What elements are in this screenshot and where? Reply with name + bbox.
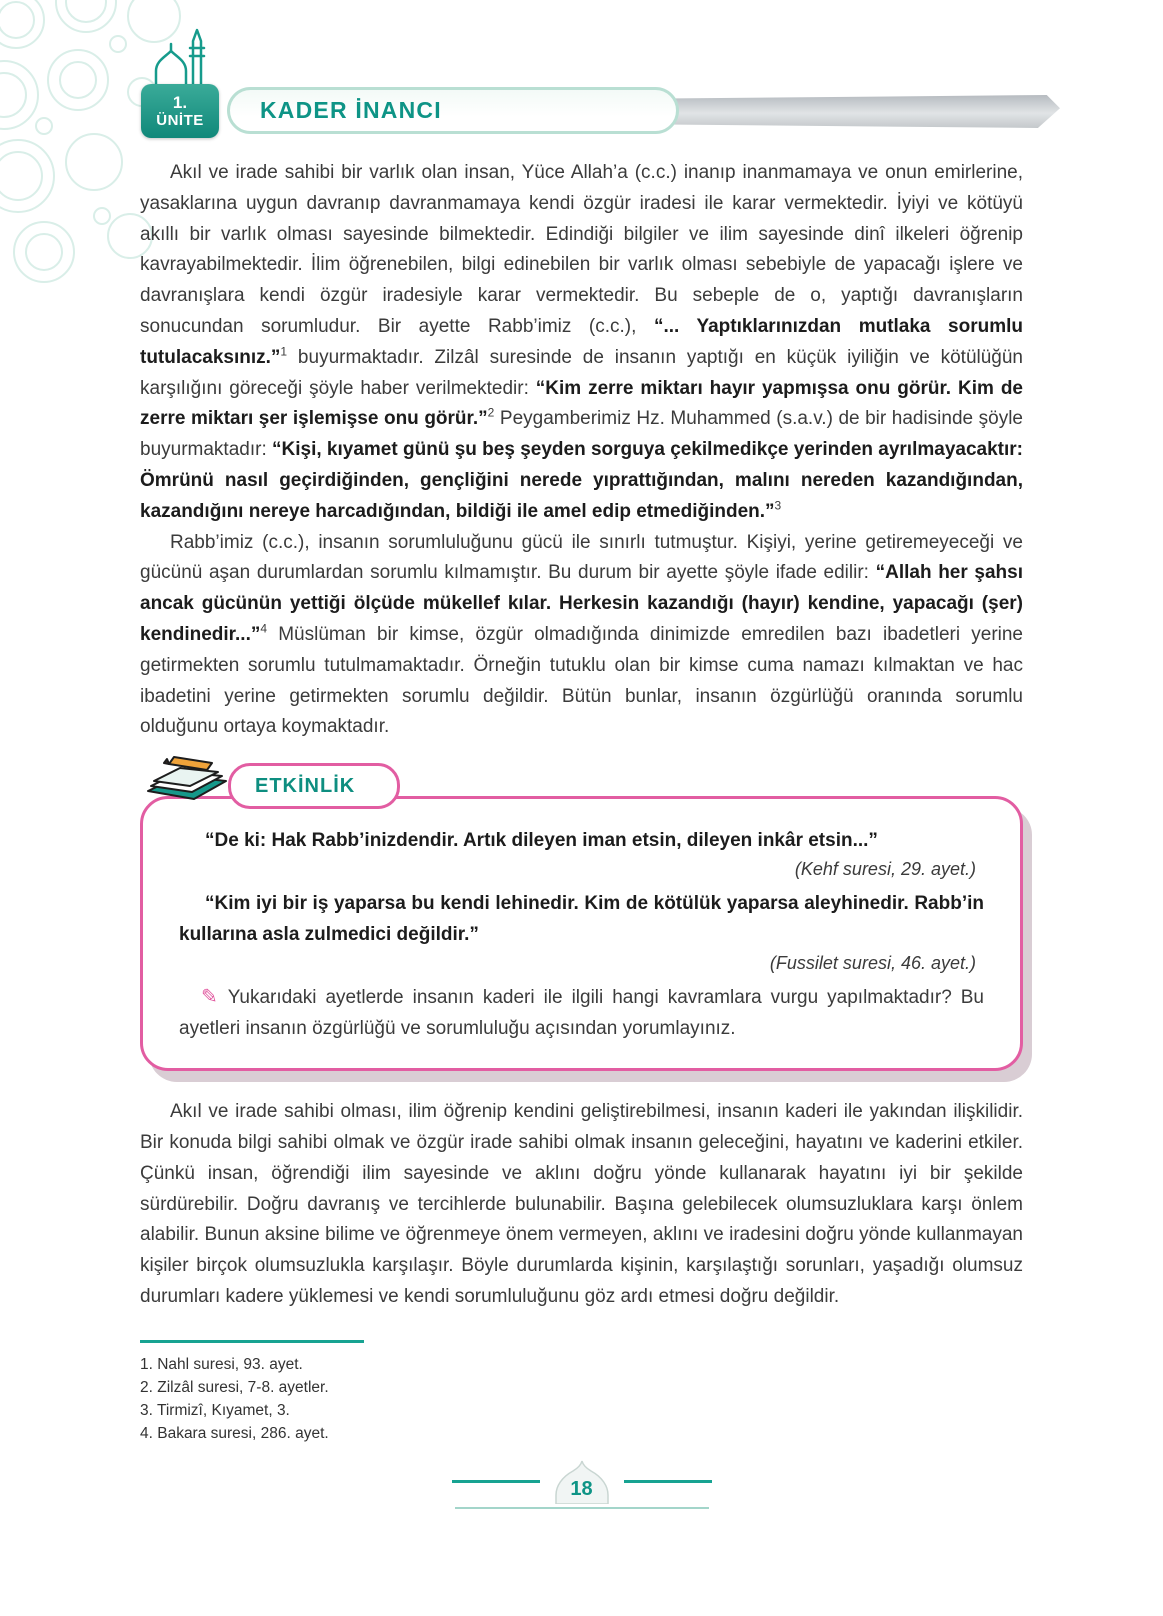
quote-text: “... Yaptıklarınızdan mutlaka sorumlu tutulacaksınız.” [140,315,1023,368]
quote-text: “Kim zerre miktarı hayır yapmışsa onu görür. Kim de zerre miktarı şer işlemişse onu görür.” [140,377,1023,430]
activity-box [140,796,1023,1071]
body-paragraph [140,158,1023,528]
header-ribbon [618,95,1060,128]
unit-number: 1. [172,92,188,112]
footnotes-section [140,1340,364,1445]
footnote: 2. Zilzâl suresi, 7-8. ayetler. [140,1379,329,1396]
activity-section [140,763,1023,1071]
footer-underline [0,1507,1163,1509]
pencil-icon: ✎ [201,986,218,1009]
unit-word: ÜNİTE [156,111,204,129]
footnote: 3. Tirmizî, Kıyamet, 3. [140,1402,290,1419]
title-banner [227,87,679,134]
activity-question [179,982,984,1044]
question-text: Yukarıdaki ayetlerde insanın kaderi ile ilgili hangi kavramlara vurgu yapılmaktadır? Bu ayetleri insanın özgürlüğü ve sorumluluğu açısından yorumlayınız. [179,987,984,1040]
body-text: Müslüman bir kimse, özgür olmadığında dinimizde emredilen bazı ibadetleri yerine getirmekten sorumlu tutulmamaktadır. Örneğin tutuklu olan bir kimse cuma namazı kılmaktan ve hac ibadetini yerine getirmekten sorumlu değildir. Bütün bunlar, insanın özgürlüğü oranında sorumlu olduğunu ortaya koymaktadır. [140,623,1023,738]
verse-source-1: (Kehf suresi, 29. ayet.) [794,859,976,880]
body-text: Akıl ve irade sahibi bir varlık olan insan, Yüce Allah’a (c.c.) inanıp inanmamaya ve onun emirlerine, yasaklarına uygun davranıp davranmamaya kendi özgür iradesi ile karar vermektedir. İyiyi ve kötüyü akıllı bir varlık olması sayesinde bilmektedir. Edindiği bilgiler ve ilim sayesinde dinî ilkeleri öğrenip kavrayabilmektedir. İlim öğrenebilen, bilgi edinebilen bir varlık olması sebebiyle de yapacağı işlere ve davranışlara kendi özgür iradesiyle karar vermektedir. Bu sebeple de o, yaptığı davranışların sonucundan sorumludur. Bir ayette Rabb’imiz (c.c.), [140,162,1023,337]
body-text: buyurmaktadır. Zilzâl suresinde de insanın yaptığı en küçük iyiliğin ve kötülüğün karşılığını göreceği şöyle haber verilmektedir: [140,346,1023,399]
footnote-ref: 2 [487,406,495,421]
quote-text: “Allah her şahsı ancak gücünün yettiği ölçüde mükellef kılar. Herkesin kazandığı (hayır) kendine, yapacağı (şer) kendinedir...” [140,562,1023,645]
body-paragraph [140,528,1023,744]
verse-source-2: (Fussilet suresi, 46. ayet.) [769,953,976,974]
page-number: 18 [570,1478,593,1500]
footnote-divider [140,1340,364,1343]
body-paragraph [140,1097,1023,1313]
unit-badge [141,84,219,138]
footnote: 1. Nahl suresi, 93. ayet. [140,1356,303,1373]
footnote-ref: 3 [774,498,782,513]
footer-line-left [452,1480,540,1483]
footnote-ref: 4 [260,621,268,636]
footnote-ref: 1 [280,344,288,359]
verse-quote-2: “Kim iyi bir iş yaparsa bu kendi lehinedir. Kim de kötülük yaparsa aleyhinedir. Rabb’in kullarına asla zulmedici değildir.” [179,893,984,946]
activity-tab [228,763,400,809]
mosque-icon [146,24,218,88]
dome-ornament [550,1458,614,1504]
page-title: KADER İNANCI [260,97,442,123]
body-text: Rabb’imiz (c.c.), insanın sorumluluğunu gücü ile sınırlı tutmuştur. Kişiyi, yerine getiremeyeceği ve gücünü aşan durumlardan sorumlu kılmamıştır. Bu durum bir ayette şöyle ifade edilir: [140,531,1023,584]
quote-text: “Kişi, kıyamet günü şu beş şeyden sorguya çekilmedikçe yerinden ayrılmayacaktır: Ömrünü nasıl geçirdiğinden, gençliğini nerede yıprattığından, malını nereden kazandığından, kazandığını nereye harcadığından, bildiği ile amel edip etmediğinden.” [140,439,1023,522]
body-text: Peygamberimiz Hz. Muhammed (s.a.v.) de bir hadisinde şöyle buyurmaktadır: [140,408,1023,461]
page-footer [0,1458,1163,1504]
activity-label: ETKİNLİK [255,774,356,797]
footnote: 4. Bakara suresi, 286. ayet. [140,1425,329,1442]
verse-quote-1: “De ki: Hak Rabb’inizdendir. Artık dileyen iman etsin, dileyen inkâr etsin...” [205,830,878,852]
body-text: Akıl ve irade sahibi olması, ilim öğrenip kendini geliştirebilmesi, insanın kaderi ile yakından ilişkilidir. Bir konuda bilgi sahibi olmak ve özgür irade sahibi olmak insanın geleceğini, hayatını ve kaderini etkiler. Çünkü insan, öğrendiği ilim sayesinde ve aklını doğru yönde kullanarak hayatını iyi bir şekilde sürdürebilir. Doğru davranış ve tercihlerde bulunabilir. Başına gelebilecek olumsuzluklara karşı önlem alabilir. Bunun aksine bilime ve öğrenmeye önem vermeyen, aklını ve iradesini doğru yönde kullanmayan kişiler birçok olumsuzlukla karşılaşır. Böyle durumlarda kişinin, karşılaştığı sorunları, yaşadığı olumsuz durumları kadere yüklemesi ve kendi sorumluluğunu göz ardı etmesi doğru değildir. [140,1101,1023,1307]
content-column [140,158,1023,1313]
footnote-list [140,1353,364,1445]
footer-line-right [624,1480,712,1483]
notebook-pencil-icon [140,749,232,811]
